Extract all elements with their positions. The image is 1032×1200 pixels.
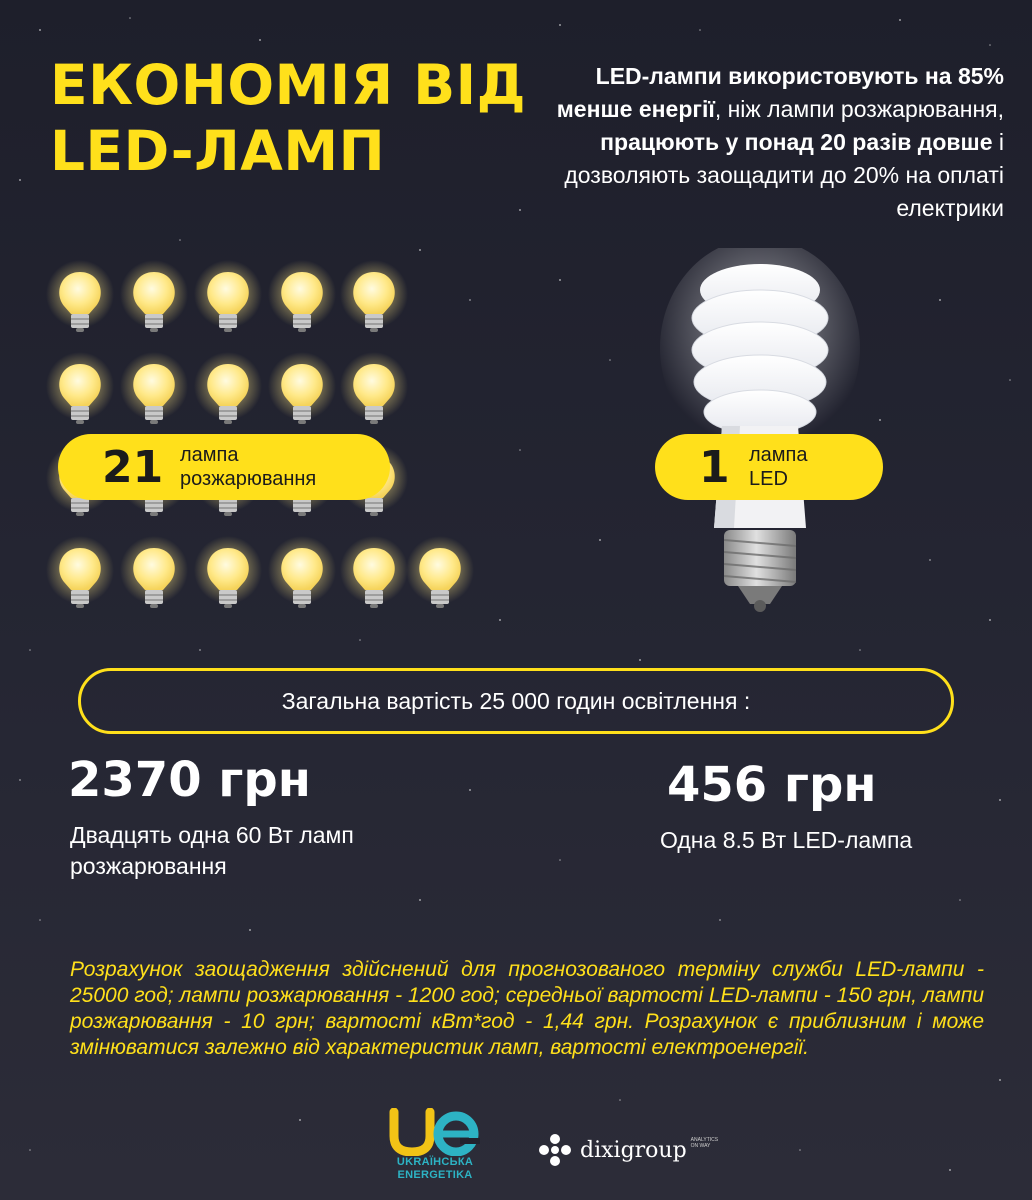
led-description: Одна 8.5 Вт LED-лампа	[660, 827, 913, 853]
incandescent-bulb-grid	[0, 0, 480, 640]
ue-logo-icon	[380, 1108, 490, 1156]
led-bulb-icon	[660, 248, 860, 618]
led-count-pill	[655, 434, 883, 500]
intro-text-2: і дозволяють заощадити до 20% на оплаті електрики	[564, 129, 1004, 221]
led-price: 456 грн	[667, 757, 877, 813]
incandescent-bulb-icon	[268, 352, 336, 424]
intro-bold-2: працюють у понад 20 разів довше	[600, 129, 993, 155]
calculation-note: Розрахунок заощадження здійснений для прогнозованого терміну служби LED-лампи - 25000 год; лампи розжарювання - 1200 год; середньої вартості LED-лампи - 150 грн, лампи розжарювання - 10 грн; вартості кВт*год - 1,44 грн. Розрахунок є приблизним і може змінюватися залежно від характеристик ламп, вартості електроенергії.	[70, 958, 984, 1059]
incandescent-bulb-icon	[120, 536, 188, 608]
dixigroup-logo-icon	[538, 1133, 572, 1167]
cost-heading-text: Загальна вартість 25 000 годин освітлення :	[281, 687, 751, 714]
dixigroup-logo	[538, 1133, 738, 1167]
ue-logo-line-2: ENERGETIKA	[397, 1169, 473, 1181]
incandescent-bulb-icon	[268, 536, 336, 608]
incandescent-bulb-icon	[120, 260, 188, 332]
incandescent-bulb-icon	[194, 536, 262, 608]
led-label	[749, 443, 808, 491]
incandescent-label	[180, 443, 316, 491]
led-count: 1	[699, 441, 730, 493]
incandescent-bulb-icon	[268, 260, 336, 332]
intro-text-1: , ніж лампи розжарювання,	[714, 96, 1004, 122]
cost-heading	[78, 668, 954, 734]
incandescent-description: Двадцять одна 60 Вт ламп розжарювання	[70, 822, 354, 879]
incandescent-bulb-icon	[120, 352, 188, 424]
incandescent-count: 21	[102, 441, 164, 493]
incandescent-bulb-icon	[340, 352, 408, 424]
incandescent-bulb-icon	[46, 536, 114, 608]
incandescent-label-line-1: лампа	[180, 444, 239, 466]
incandescent-bulb-icon	[46, 260, 114, 332]
incandescent-label-line-2: розжарювання	[180, 468, 317, 490]
incandescent-price: 2370 грн	[68, 752, 311, 808]
ue-logo-line-1: UKRAЇНСЬКА	[396, 1156, 474, 1168]
dixigroup-logo-text: dixigroup	[580, 1137, 687, 1163]
incandescent-bulb-icon	[194, 260, 262, 332]
intro-bold-1: LED-лампи використовують на 85% менше енергії	[556, 63, 1004, 122]
ue-logo-text	[380, 1156, 490, 1182]
led-label-line-1: лампа	[749, 444, 808, 466]
incandescent-bulb-icon	[340, 536, 408, 608]
incandescent-bulb-icon	[340, 260, 408, 332]
title-line-2: LED-ЛАМП	[50, 119, 386, 183]
led-label-line-2: LED	[749, 468, 788, 490]
title-line-1: ЕКОНОМІЯ ВІД	[50, 53, 527, 117]
incandescent-count-pill	[58, 434, 390, 500]
ukrainian-energetika-logo	[380, 1108, 490, 1192]
intro-text	[524, 60, 1004, 225]
incandescent-bulb-icon	[46, 352, 114, 424]
incandescent-bulb-icon	[194, 352, 262, 424]
dixigroup-logo-tagline: ANALYTICS ON WAY	[690, 1137, 719, 1149]
incandescent-bulb-icon	[406, 536, 474, 608]
